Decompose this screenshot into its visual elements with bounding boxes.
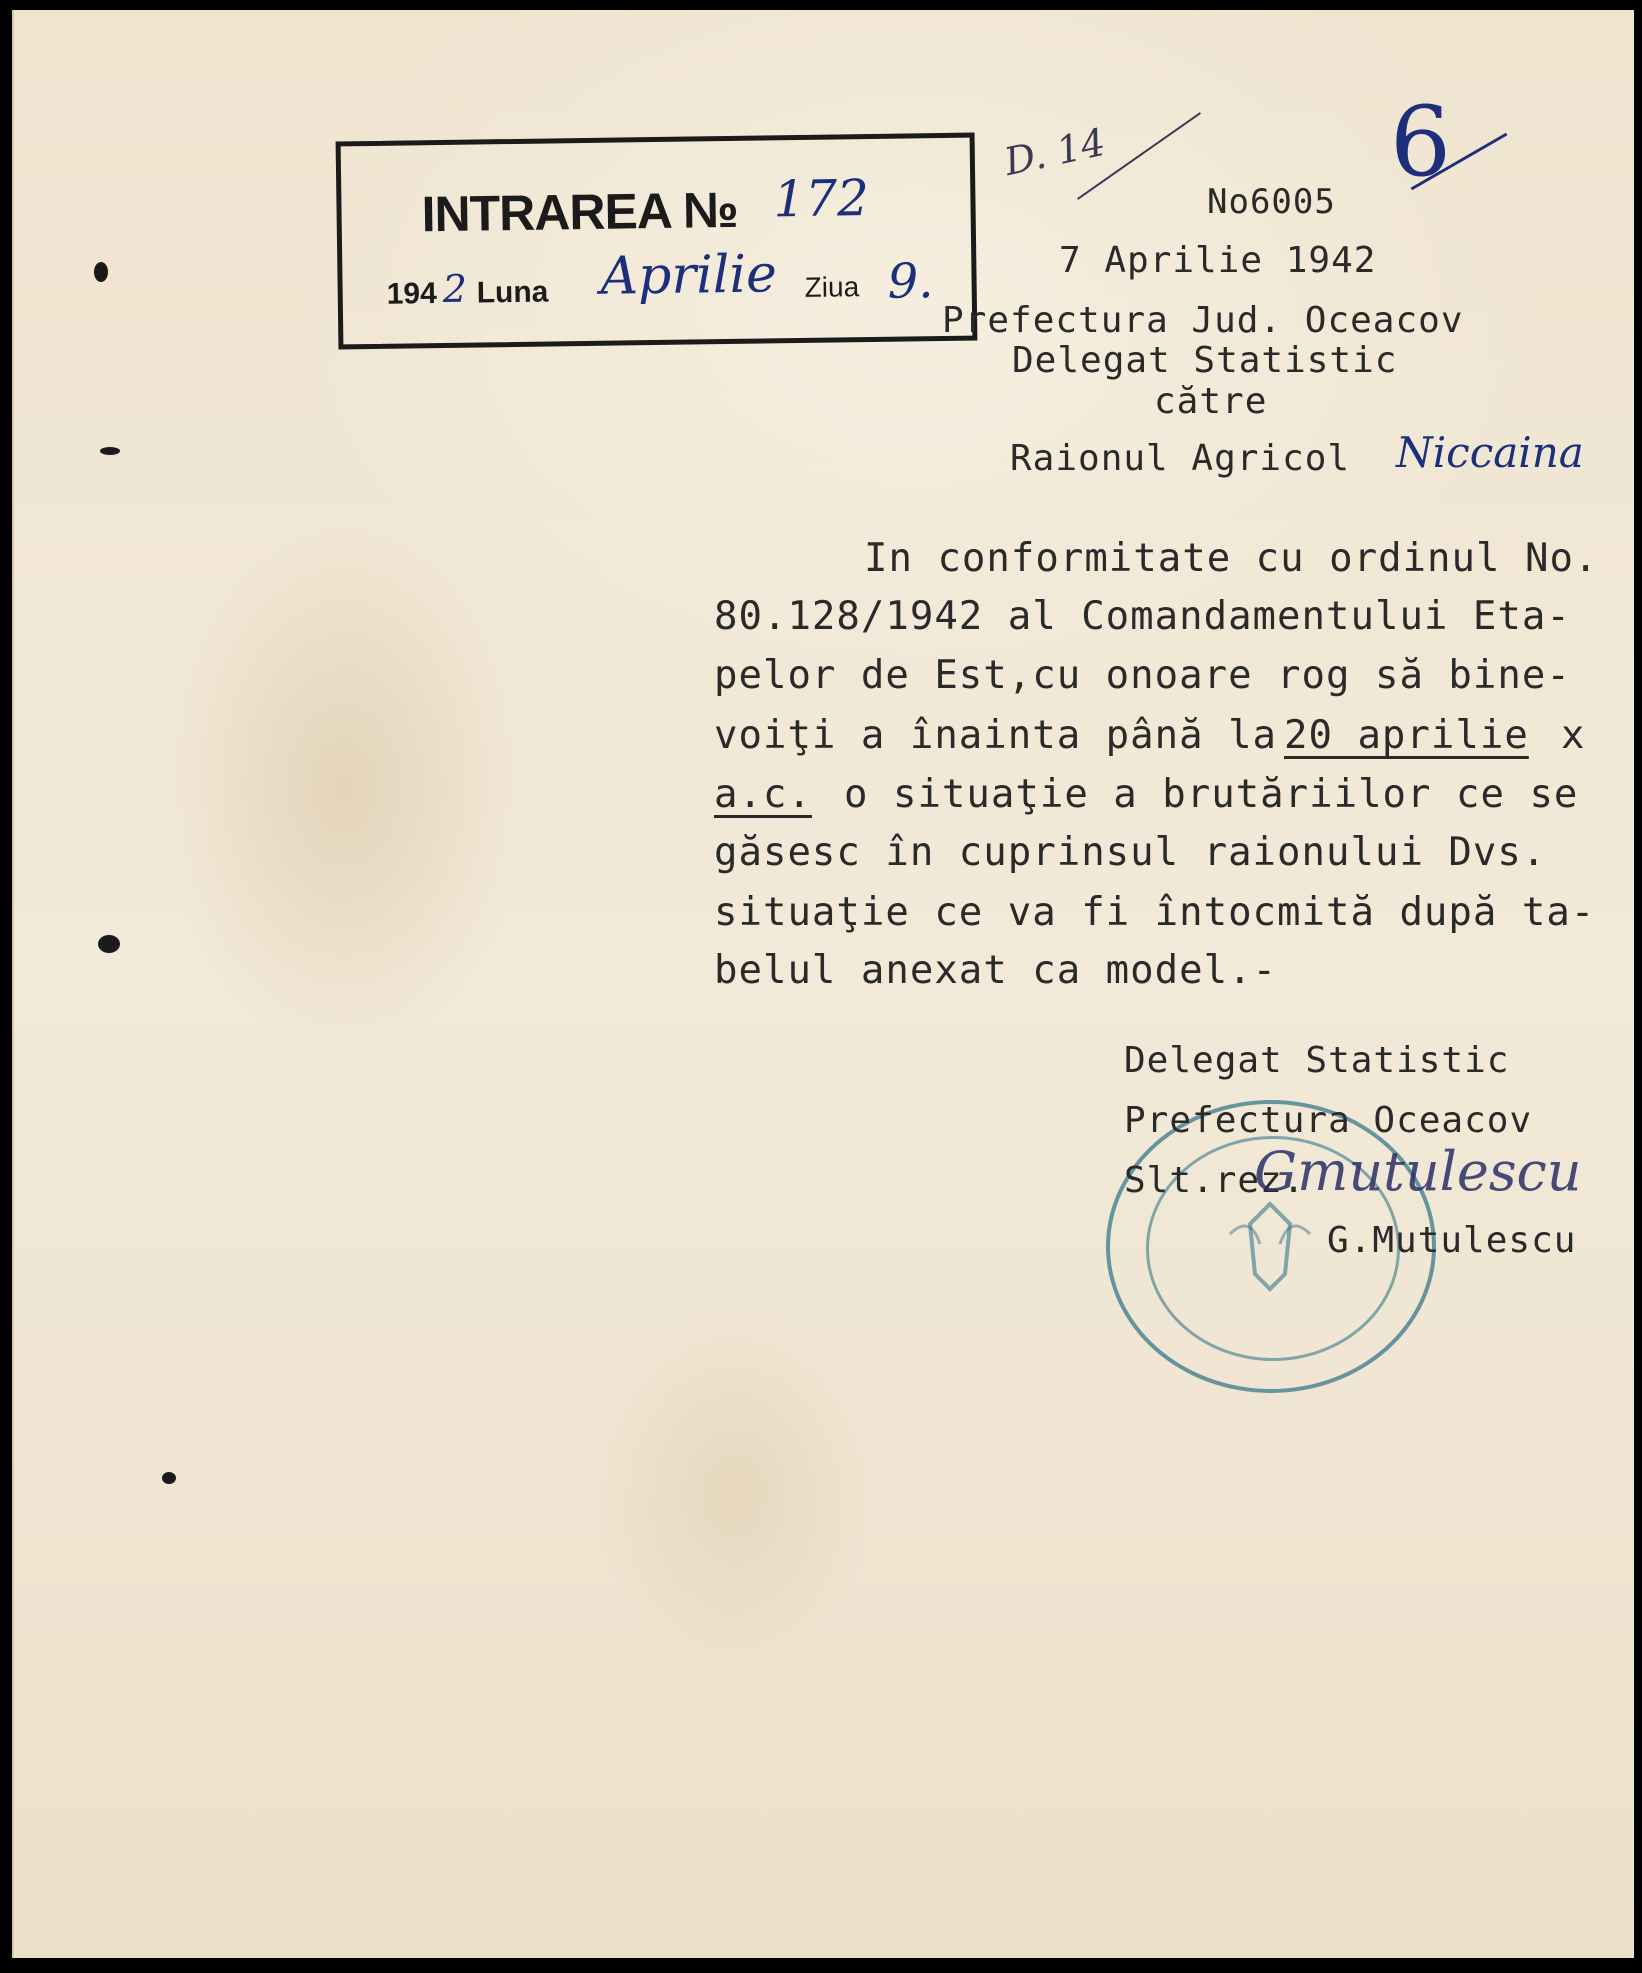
- recipient-typed: Raionul Agricol: [1010, 438, 1351, 479]
- recipient-handwritten: Niccaina: [1396, 428, 1584, 477]
- stamp-day-label: Ziua: [804, 271, 860, 303]
- body-line-5: o situaţie a brutăriilor ce se: [844, 772, 1579, 817]
- body-strike-char: x: [1561, 713, 1586, 758]
- signature-line-3: Slt.rez.: [1124, 1160, 1306, 1201]
- stamp-year-digit: 2: [442, 266, 468, 311]
- body-line-2: 80.128/1942 al Comandamentului Eta-: [714, 594, 1571, 639]
- body-line-4: voiţi a înainta până la: [714, 713, 1278, 758]
- body-line-6: găsesc în cuprinsul raionului Dvs.: [714, 830, 1547, 875]
- handwritten-signature: Gmutulescu: [1254, 1140, 1582, 1203]
- body-line-3: pelor de Est,cu onoare rog să bine-: [714, 653, 1571, 698]
- stamp-month-label: Luna: [476, 275, 549, 310]
- body-underlined-ac: a.c.: [714, 772, 812, 817]
- sender-line-2: Delegat Statistic: [1012, 340, 1398, 381]
- document-page: [12, 10, 1634, 1958]
- signature-line-2: Prefectura Oceacov: [1124, 1100, 1533, 1141]
- signature-line-1: Delegat Statistic: [1124, 1040, 1510, 1081]
- body-line-1: In conformitate cu ordinul No.: [864, 536, 1599, 581]
- punch-hole: [98, 935, 120, 953]
- registration-stamp: [336, 133, 978, 350]
- signature-line-4: G.Mutulescu: [1327, 1220, 1577, 1261]
- document-number: No6005: [1207, 182, 1336, 222]
- stamp-number: 172: [773, 169, 870, 229]
- body-underlined-date: 20 aprilie: [1284, 713, 1529, 758]
- stamp-year-prefix: 194: [386, 277, 438, 311]
- body-line-7: situaţie ce va fi întocmită după ta-: [714, 890, 1596, 935]
- punch-hole: [94, 262, 108, 282]
- sender-line-1: Prefectura Jud. Oceacov: [942, 300, 1464, 341]
- stamp-title: INTRAREA №: [421, 181, 739, 243]
- stamp-day-value: 9.: [887, 253, 934, 310]
- document-date: 7 Aprilie 1942: [1059, 240, 1377, 281]
- punch-hole: [100, 447, 120, 455]
- body-line-8: belul anexat ca model.-: [714, 948, 1278, 993]
- file-note: D. 14: [1000, 119, 1110, 185]
- stamp-month-value: Aprilie: [600, 244, 778, 307]
- page-number: 6: [1390, 86, 1452, 198]
- punch-hole: [162, 1472, 176, 1484]
- to-word: către: [1154, 381, 1268, 422]
